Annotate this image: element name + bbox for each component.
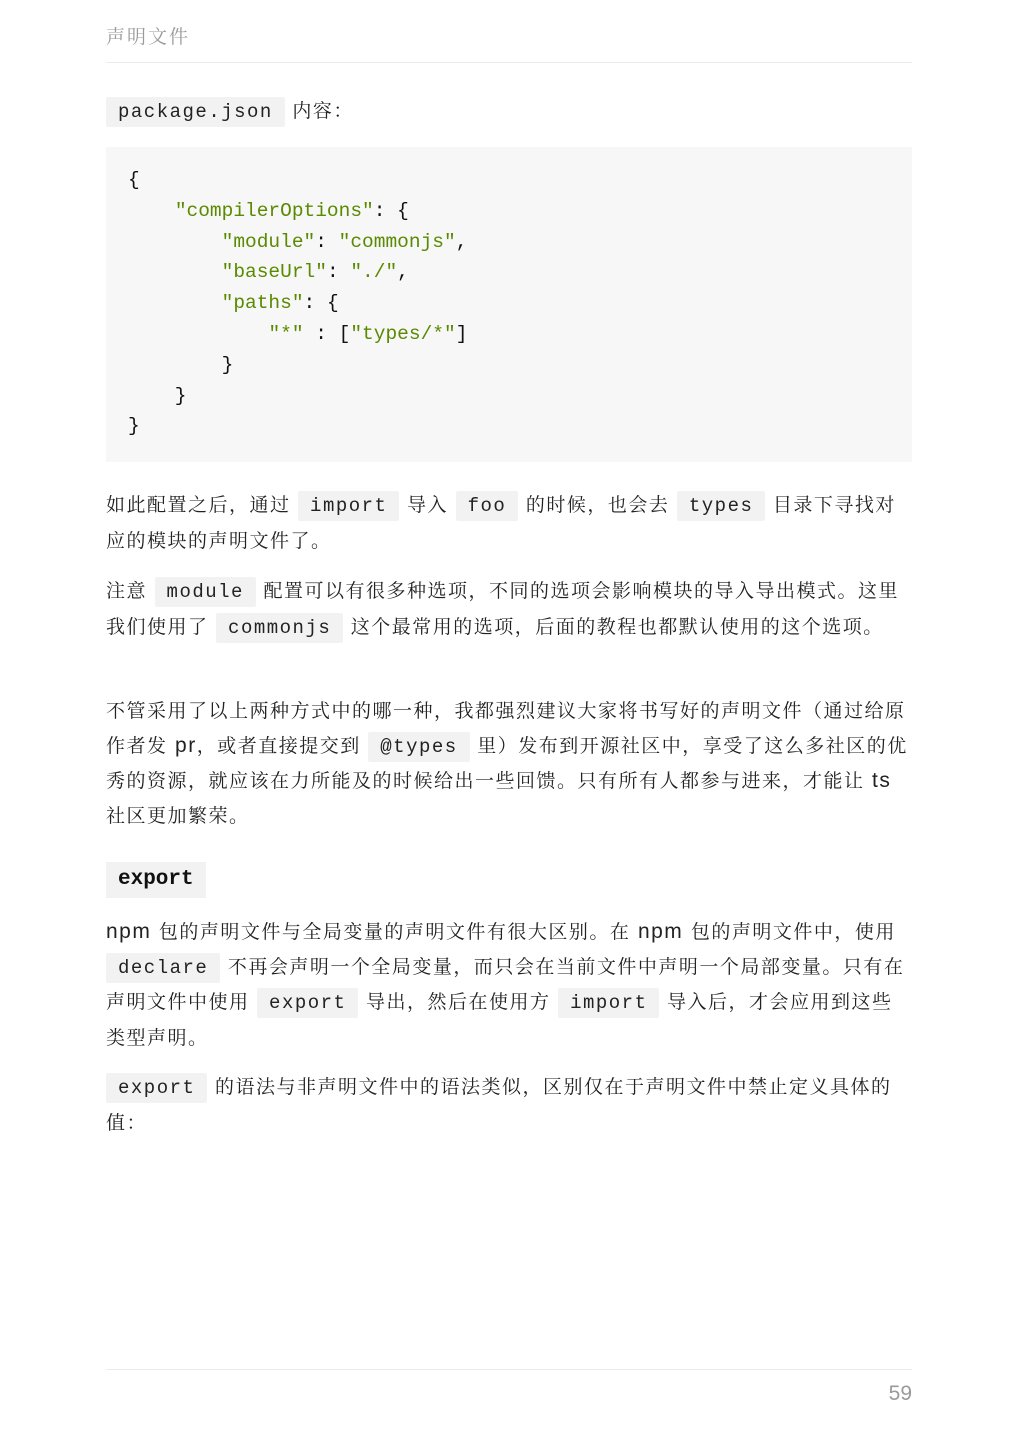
- code-line: "module": "commonjs",: [221, 230, 468, 253]
- code-line: "paths": {: [221, 292, 339, 315]
- code-block: [106, 147, 912, 462]
- inline-code: types: [677, 491, 766, 521]
- paragraph-config-result: [106, 488, 912, 558]
- text: 这个最常用的选项，后面的教程也都默认使用的这个选项。: [343, 615, 884, 638]
- paragraph-export-syntax: [106, 1070, 912, 1140]
- code-line: "baseUrl": "./",: [221, 261, 409, 284]
- code-line: "compilerOptions": {: [174, 199, 409, 222]
- text: pr: [175, 733, 197, 757]
- page-number: 59: [888, 1382, 912, 1405]
- text: 导出，然后在使用方: [358, 991, 559, 1013]
- running-header: 声明文件: [106, 26, 191, 48]
- code-line: }: [128, 384, 187, 407]
- intro-line: [106, 94, 912, 130]
- text: npm: [106, 920, 152, 943]
- text: ，或者直接提交到: [196, 734, 369, 757]
- inline-code: @types: [368, 732, 469, 762]
- header-divider: [106, 62, 912, 63]
- code-line: "*" : ["types/*"]: [268, 322, 468, 345]
- inline-code: module: [155, 577, 256, 607]
- text: 目录下寻找对应的模块的声明文件了。: [106, 494, 896, 552]
- code-content: [128, 165, 467, 442]
- inline-code: import: [298, 491, 399, 521]
- inline-code: package.json: [106, 97, 285, 127]
- footer-divider: [106, 1369, 912, 1370]
- text: 社区更加繁荣。: [106, 804, 250, 827]
- text: 导入: [399, 494, 456, 516]
- inline-code: foo: [456, 491, 519, 521]
- paragraph-community: [106, 694, 912, 833]
- text: 不再会声明一个全局变量，而只会在当前文件中声明一个局部变量。只有在声明文件中使用: [106, 955, 905, 1013]
- text: npm: [637, 920, 684, 943]
- text: 包的声明文件中，使用: [683, 921, 896, 943]
- code-line: }: [128, 353, 234, 376]
- text: 的语法与非声明文件中的语法类似，区别仅在于声明文件中禁止定义具体的值：: [106, 1076, 892, 1134]
- text: 不管采用了以上两种方式中的哪一种，我都强烈建议大家将书写好的声明文件（通过给原作者发: [106, 700, 906, 757]
- paragraph-npm-declaration: [106, 915, 912, 1055]
- inline-code: declare: [106, 953, 220, 983]
- text: 导入后，才会应用到这些类型声明。: [106, 991, 893, 1049]
- inline-code: export: [257, 988, 358, 1018]
- text: 里）发布到开源社区中，享受了这么多社区的优秀的资源，就应该在力所能及的时候给出一些回馈。只有所有人都参与进来，才能让: [106, 734, 908, 792]
- section-heading-export: export: [106, 862, 206, 898]
- document-page: [106, 0, 912, 1440]
- text: 的时候，也会去: [518, 494, 677, 516]
- text: 配置可以有很多种选项，不同的选项会影响模块的导入导出模式。这里我们使用了: [106, 580, 900, 638]
- text: 如此配置之后，通过: [106, 494, 299, 516]
- paragraph-module-option: [106, 574, 912, 645]
- intro-text: 内容：: [284, 100, 354, 122]
- text: 包的声明文件与全局变量的声明文件有很大区别。在: [151, 921, 638, 943]
- text: 注意: [106, 580, 155, 602]
- inline-code: commonjs: [216, 613, 343, 643]
- inline-code: export: [106, 1073, 207, 1103]
- code-line: }: [128, 415, 140, 438]
- text: ts: [872, 769, 892, 792]
- inline-code: import: [558, 988, 659, 1018]
- code-line: {: [128, 169, 140, 191]
